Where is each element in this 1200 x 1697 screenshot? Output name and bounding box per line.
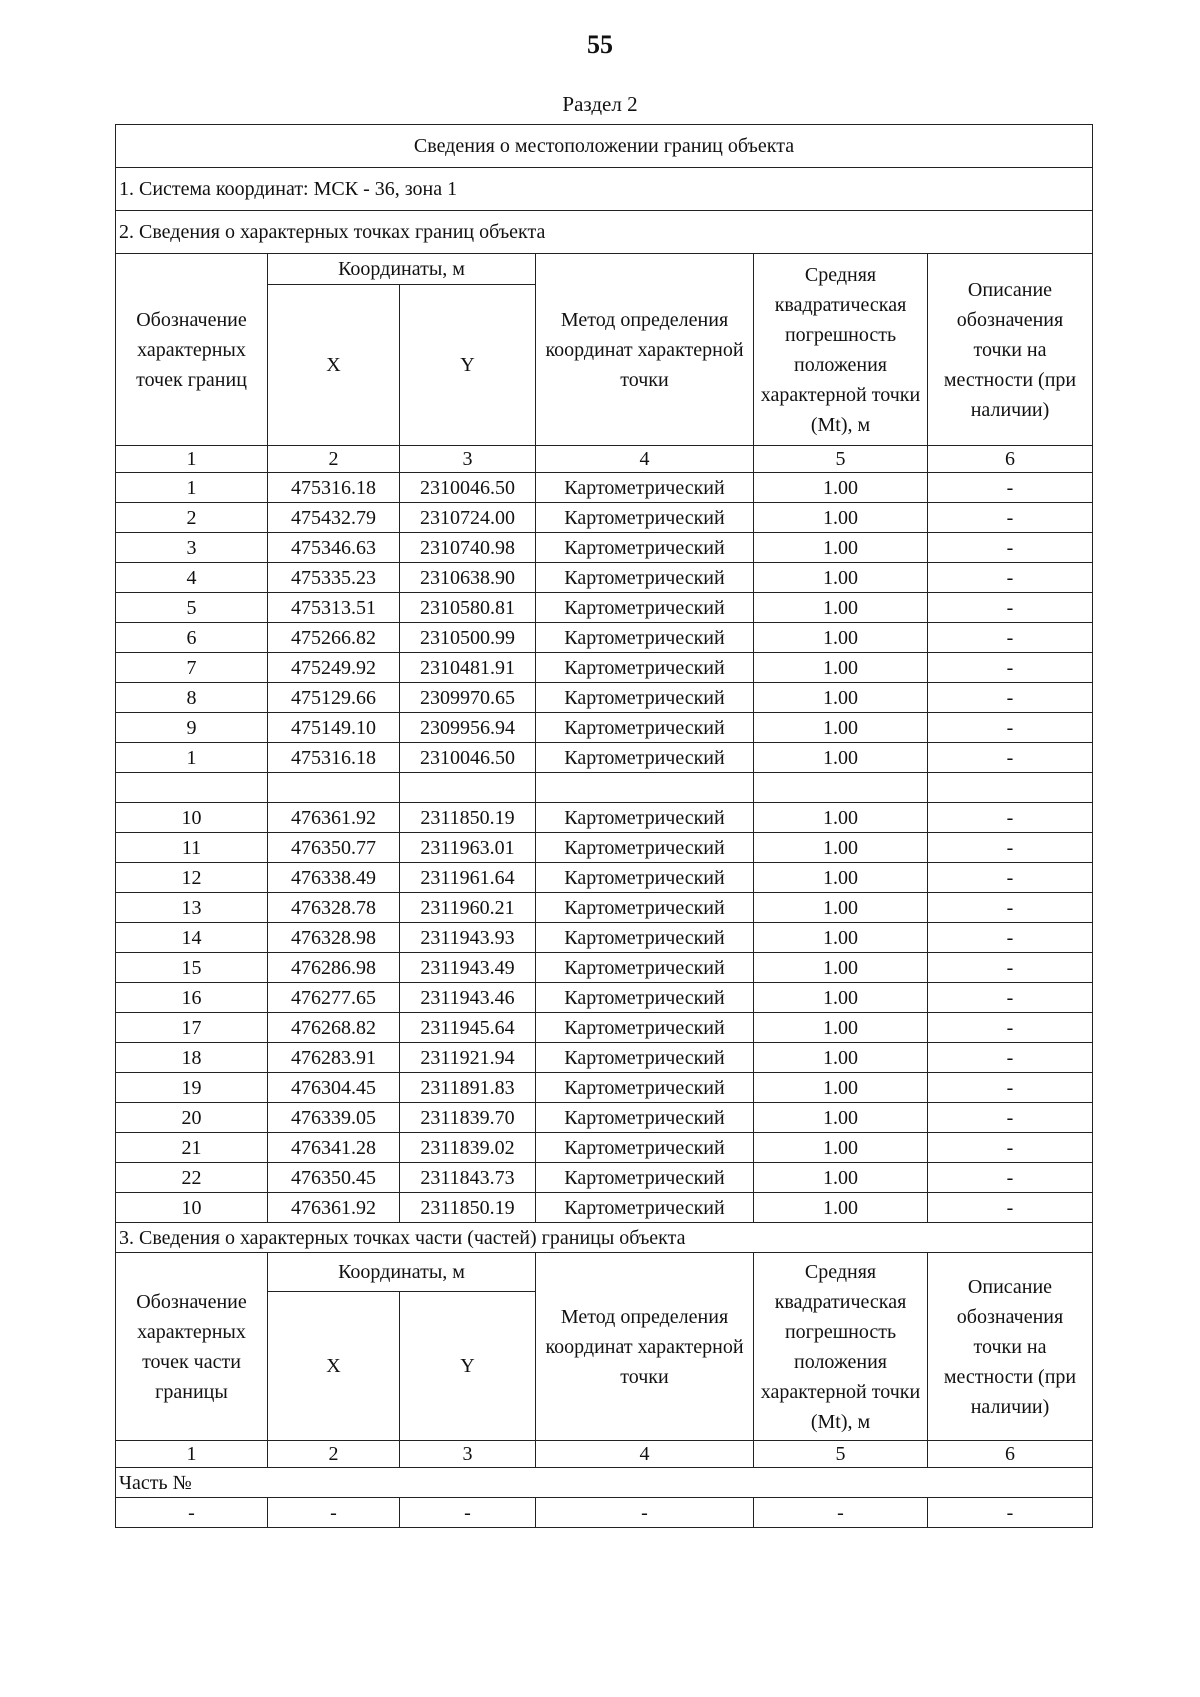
error: 1.00 [754,1103,928,1133]
error: 1.00 [754,653,928,683]
coord-y: 2310740.98 [400,533,536,563]
method: Картометрический [536,1193,754,1223]
header-coords: Координаты, м [268,254,536,285]
table-row [116,563,1093,593]
header3-y: Y [400,1292,536,1441]
coord-y: 2311839.02 [400,1133,536,1163]
coord-x [268,773,400,803]
method: Картометрический [536,623,754,653]
column-numbers-row [116,446,1093,473]
error: 1.00 [754,623,928,653]
point-id: 20 [116,1103,268,1133]
error: 1.00 [754,1073,928,1103]
method: Картометрический [536,563,754,593]
coord-y: 2310481.91 [400,653,536,683]
description: - [928,803,1093,833]
column-number: 1 [116,1441,268,1468]
method: Картометрический [536,803,754,833]
error: 1.00 [754,893,928,923]
table-row [116,1103,1093,1133]
error: 1.00 [754,563,928,593]
section2-title: 2. Сведения о характерных точках границ объекта [116,211,1093,254]
coord-x: 475149.10 [268,713,400,743]
method: Картометрический [536,1163,754,1193]
error: 1.00 [754,683,928,713]
table-row [116,923,1093,953]
error: 1.00 [754,803,928,833]
point-id: 6 [116,623,268,653]
method: Картометрический [536,983,754,1013]
description [928,773,1093,803]
coord-y: 2309970.65 [400,683,536,713]
point-id [116,773,268,803]
coord-x: 476277.65 [268,983,400,1013]
section3-title: 3. Сведения о характерных точках части (частей) границы объекта [116,1223,1093,1253]
column-number: 2 [268,1441,400,1468]
description: - [928,593,1093,623]
coord-x: 476361.92 [268,803,400,833]
point-id: 13 [116,893,268,923]
header3-desc: Описание обозначения точки на местности (при наличии) [928,1253,1093,1441]
coord-y: 2311921.94 [400,1043,536,1073]
column-number: 3 [400,446,536,473]
method: Картометрический [536,953,754,983]
point-id: - [116,1498,268,1528]
coord-x: 476328.98 [268,923,400,953]
method: Картометрический [536,593,754,623]
method: Картометрический [536,533,754,563]
description: - [928,533,1093,563]
header-point: Обозначение характерных точек границ [116,254,268,446]
point-id: 14 [116,923,268,953]
method: Картометрический [536,503,754,533]
error: 1.00 [754,833,928,863]
coord-x: 476304.45 [268,1073,400,1103]
description: - [928,1498,1093,1528]
description: - [928,833,1093,863]
description: - [928,983,1093,1013]
error: 1.00 [754,1043,928,1073]
coord-y: 2311850.19 [400,803,536,833]
page-number: 55 [587,30,613,59]
coord-x: 476341.28 [268,1133,400,1163]
column-number: 4 [536,446,754,473]
coord-x: 475249.92 [268,653,400,683]
point-id: 11 [116,833,268,863]
description: - [928,563,1093,593]
coord-y: - [400,1498,536,1528]
point-id: 16 [116,983,268,1013]
description: - [928,1163,1093,1193]
header-desc: Описание обозначения точки на местности (при наличии) [928,254,1093,446]
point-id: 10 [116,1193,268,1223]
error [754,773,928,803]
method: Картометрический [536,1133,754,1163]
coord-y: 2311843.73 [400,1163,536,1193]
description: - [928,863,1093,893]
coord-x: 476286.98 [268,953,400,983]
error: 1.00 [754,533,928,563]
table-row [116,1043,1093,1073]
coord-y: 2310638.90 [400,563,536,593]
header3-point: Обозначение характерных точек части границы [116,1253,268,1441]
column-number: 6 [928,446,1093,473]
header3-coords: Координаты, м [268,1253,536,1292]
header-y: Y [400,285,536,446]
table-row [116,623,1093,653]
coord-x: 476361.92 [268,1193,400,1223]
method: Картометрический [536,1103,754,1133]
description: - [928,923,1093,953]
table-row [116,833,1093,863]
table-row [116,1073,1093,1103]
method [536,773,754,803]
point-id: 1 [116,473,268,503]
coord-y: 2309956.94 [400,713,536,743]
point-id: 8 [116,683,268,713]
coord-y: 2310046.50 [400,743,536,773]
description: - [928,743,1093,773]
point-id: 5 [116,593,268,623]
coord-x: - [268,1498,400,1528]
coord-y: 2311839.70 [400,1103,536,1133]
description: - [928,1013,1093,1043]
error: 1.00 [754,503,928,533]
description: - [928,1043,1093,1073]
coord-x: 475266.82 [268,623,400,653]
column-number: 2 [268,446,400,473]
error: 1.00 [754,953,928,983]
coord-x: 476283.91 [268,1043,400,1073]
coord-y: 2311850.19 [400,1193,536,1223]
section-label: Раздел 2 [562,92,638,116]
description: - [928,623,1093,653]
point-id: 3 [116,533,268,563]
column-number: 4 [536,1441,754,1468]
coord-x: 476339.05 [268,1103,400,1133]
table-row [116,953,1093,983]
table-row [116,1133,1093,1163]
point-id: 7 [116,653,268,683]
description: - [928,713,1093,743]
point-id: 2 [116,503,268,533]
column-numbers-row [116,1441,1093,1468]
part-label: Часть № [116,1468,1093,1498]
description: - [928,653,1093,683]
method: Картометрический [536,713,754,743]
method: Картометрический [536,653,754,683]
coord-y: 2310580.81 [400,593,536,623]
coord-system: 1. Система координат: МСК - 36, зона 1 [116,168,1093,211]
description: - [928,683,1093,713]
point-id: 22 [116,1163,268,1193]
coord-y: 2310046.50 [400,473,536,503]
table-row [116,503,1093,533]
header3-method: Метод определения координат характерной точки [536,1253,754,1441]
table-row [116,1163,1093,1193]
column-number: 1 [116,446,268,473]
table-row [116,1193,1093,1223]
coord-y: 2311960.21 [400,893,536,923]
table-row [116,713,1093,743]
coord-x: 476328.78 [268,893,400,923]
coord-x: 475346.63 [268,533,400,563]
table-title: Сведения о местоположении границ объекта [116,125,1093,168]
coord-x: 476350.45 [268,1163,400,1193]
method: Картометрический [536,923,754,953]
table-row [116,683,1093,713]
error: 1.00 [754,593,928,623]
coord-x: 475316.18 [268,473,400,503]
column-number: 3 [400,1441,536,1468]
coord-x: 475129.66 [268,683,400,713]
method: Картометрический [536,893,754,923]
column-number: 5 [754,1441,928,1468]
coord-y: 2311943.93 [400,923,536,953]
error: - [754,1498,928,1528]
coord-x: 475432.79 [268,503,400,533]
error: 1.00 [754,1133,928,1163]
header3-error: Средняя квадратическая погрешность положения характерной точки (Mt), м [754,1253,928,1441]
error: 1.00 [754,863,928,893]
point-id: 15 [116,953,268,983]
coord-y [400,773,536,803]
method: Картометрический [536,1073,754,1103]
method: Картометрический [536,473,754,503]
part-row [116,1498,1093,1528]
table-row [116,983,1093,1013]
coord-x: 475316.18 [268,743,400,773]
coord-y: 2310724.00 [400,503,536,533]
description: - [928,503,1093,533]
point-id: 18 [116,1043,268,1073]
error: 1.00 [754,473,928,503]
coord-y: 2311943.46 [400,983,536,1013]
description: - [928,1103,1093,1133]
error: 1.00 [754,923,928,953]
point-id: 4 [116,563,268,593]
coord-x: 475335.23 [268,563,400,593]
boundary-table [115,124,1093,1528]
coord-y: 2311945.64 [400,1013,536,1043]
description: - [928,1073,1093,1103]
header3-x: X [268,1292,400,1441]
point-id: 19 [116,1073,268,1103]
coord-y: 2311963.01 [400,833,536,863]
error: 1.00 [754,713,928,743]
coord-x: 476268.82 [268,1013,400,1043]
description: - [928,473,1093,503]
table-row [116,653,1093,683]
description: - [928,893,1093,923]
point-id: 1 [116,743,268,773]
coord-x: 476350.77 [268,833,400,863]
coord-y: 2311961.64 [400,863,536,893]
method: Картометрический [536,743,754,773]
coord-y: 2311943.49 [400,953,536,983]
error: 1.00 [754,1013,928,1043]
coord-x: 476338.49 [268,863,400,893]
error: 1.00 [754,983,928,1013]
coord-x: 475313.51 [268,593,400,623]
coord-y: 2310500.99 [400,623,536,653]
header-x: X [268,285,400,446]
point-id: 12 [116,863,268,893]
column-number: 5 [754,446,928,473]
error: 1.00 [754,1193,928,1223]
method: - [536,1498,754,1528]
table-row [116,773,1093,803]
table-row [116,743,1093,773]
point-id: 9 [116,713,268,743]
method: Картометрический [536,833,754,863]
point-id: 10 [116,803,268,833]
table-row [116,863,1093,893]
description: - [928,953,1093,983]
table-row [116,593,1093,623]
column-number: 6 [928,1441,1093,1468]
coord-y: 2311891.83 [400,1073,536,1103]
table-row [116,533,1093,563]
method: Картометрический [536,1013,754,1043]
error: 1.00 [754,1163,928,1193]
header-error: Средняя квадратическая погрешность положения характерной точки (Mt), м [754,254,928,446]
description: - [928,1133,1093,1163]
error: 1.00 [754,743,928,773]
point-id: 21 [116,1133,268,1163]
header-method: Метод определения координат характерной точки [536,254,754,446]
table-row [116,893,1093,923]
description: - [928,1193,1093,1223]
method: Картометрический [536,683,754,713]
table-row [116,473,1093,503]
point-id: 17 [116,1013,268,1043]
method: Картометрический [536,863,754,893]
table-row [116,1013,1093,1043]
table-row [116,803,1093,833]
method: Картометрический [536,1043,754,1073]
